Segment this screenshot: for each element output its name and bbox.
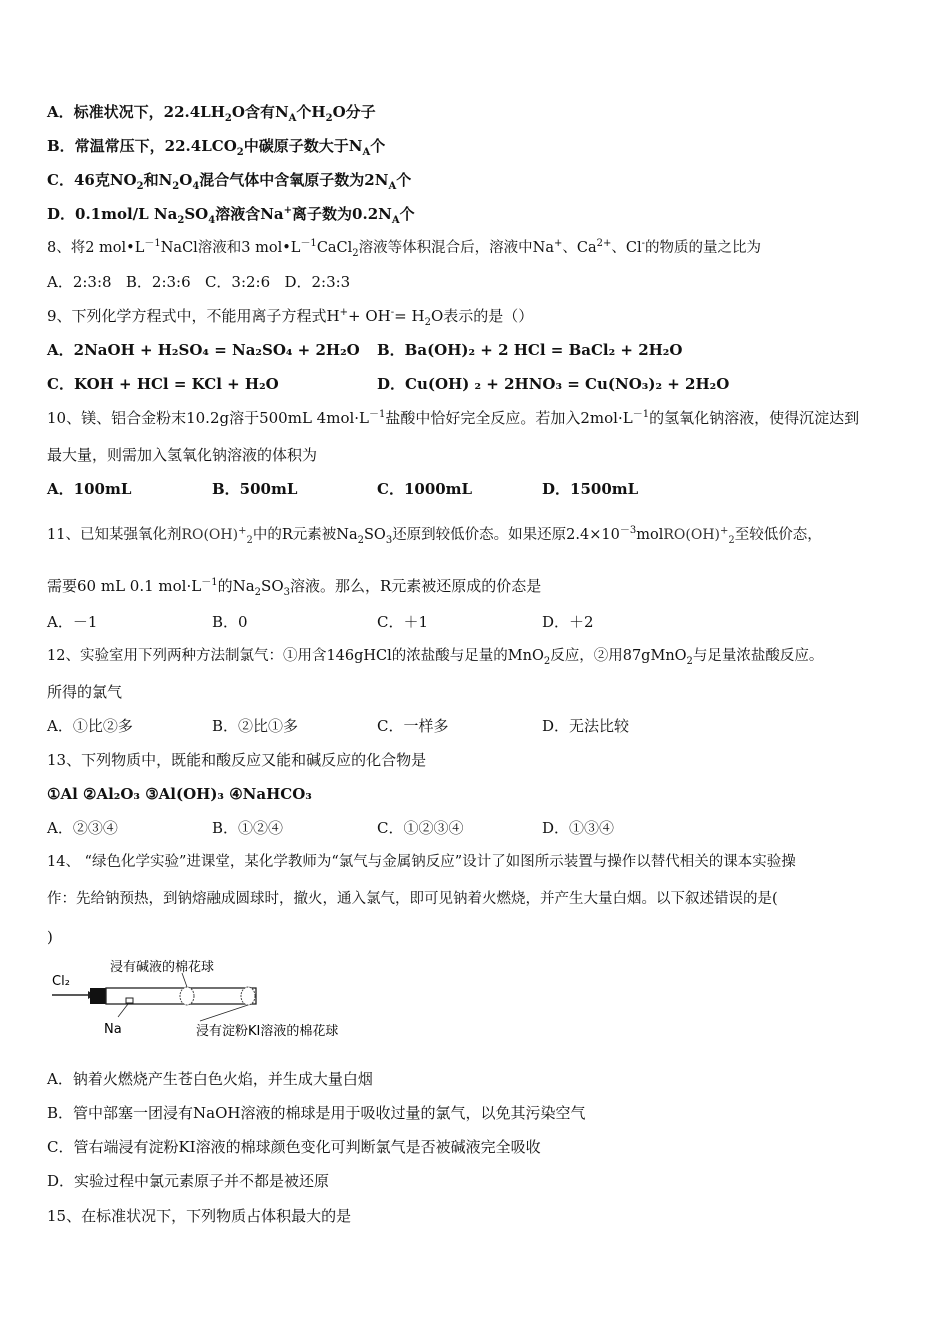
q13-option-a: A．②③④ <box>47 819 118 837</box>
sub: 2 <box>172 181 180 192</box>
sup: －1 <box>369 409 386 420</box>
sub: 2 <box>352 247 359 259</box>
sub: A <box>391 215 400 226</box>
sub: 2 <box>177 215 185 226</box>
text: 混合气体中含氧原子数为2N <box>199 171 389 189</box>
text: SO <box>184 205 209 223</box>
text: 、Ca <box>562 240 597 256</box>
text: C．46克NO <box>47 171 137 189</box>
sub: 2 <box>236 147 244 158</box>
text: RO(OH) <box>181 527 239 543</box>
sub: 2 <box>325 113 333 124</box>
text: 的Na <box>217 577 255 595</box>
text: 反应，②用87gMnO <box>550 648 687 664</box>
q14-option-d: D．实验过程中氯元素原子并不都是被还原 <box>47 1172 330 1190</box>
sup: －1 <box>201 577 218 588</box>
q7-option-c <box>47 170 411 190</box>
text: 12、实验室用下列两种方法制氯气：①用含146gHCl的浓盐酸与足量的MnO <box>47 648 544 664</box>
sub: A <box>388 181 397 192</box>
text: 盐酸中恰好完全反应。若加入2mol·L <box>385 409 633 427</box>
sodium <box>126 998 133 1003</box>
sub: A <box>362 147 371 158</box>
sub: 2 <box>224 113 232 124</box>
leader-top <box>182 973 187 987</box>
q9-stem <box>47 306 533 326</box>
text: 9、下列化学方程式中，不能用离子方程式H <box>47 307 340 325</box>
q7-option-b <box>47 136 385 156</box>
sup: + <box>283 205 293 216</box>
sub: 2 <box>254 587 262 598</box>
q7-option-a <box>47 102 376 122</box>
text: mol <box>636 527 664 543</box>
q9-option-c: C．KOH + HCl = KCl + H₂O <box>47 375 279 393</box>
text: O表示的是（） <box>430 307 534 325</box>
text: 还原到较低价态。如果还原2.4×10 <box>392 527 620 543</box>
text: 、Cl <box>611 240 642 256</box>
sup: 2+ <box>596 238 612 250</box>
q14-stem-line3: ) <box>47 928 53 946</box>
formula <box>181 525 253 546</box>
text: 需要60 mL 0.1 mol·L <box>47 577 202 595</box>
q12-stem <box>47 646 823 666</box>
q13-stem: 13、下列物质中，既能和酸反应又能和碱反应的化合物是 <box>47 751 427 769</box>
q7-option-d <box>47 204 415 224</box>
sub: 2 <box>136 181 144 192</box>
q14-stem-line1: 14、 “绿色化学实验”进课堂，某化学教师为“氯气与金属钠反应”设计了如图所示装置与操作以替代相关的课本实验操 <box>47 854 796 870</box>
sub: 3 <box>283 587 290 598</box>
sub: 4 <box>208 215 216 226</box>
text: A．2:3:8 B．2:3:6 C．3:2:6 D．2:3:3 <box>47 273 351 291</box>
sub: 2 <box>424 317 431 328</box>
text: RO(OH) <box>663 527 720 543</box>
q13-option-c: C．①②③④ <box>377 819 464 837</box>
q15-stem: 15、在标准状况下，下列物质占体积最大的是 <box>47 1207 352 1225</box>
text: 的氢氧化钠溶液，使得沉淀达到 <box>649 409 860 427</box>
sup: －3 <box>619 525 637 537</box>
sub: 2 <box>357 534 364 546</box>
text: SO <box>261 577 284 595</box>
text: = H <box>394 307 425 325</box>
q12-option-d: D．无法比较 <box>542 717 630 735</box>
sup: －1 <box>144 238 161 250</box>
sub: 3 <box>385 534 393 546</box>
q11-option-d: D．＋2 <box>542 613 594 631</box>
sub: A <box>288 113 297 124</box>
text: 个 <box>370 137 386 155</box>
text: 离子数为0.2N <box>292 205 392 223</box>
text: B．常温常压下，22.4LCO <box>47 137 237 155</box>
text: + OH <box>348 307 391 325</box>
q14-stem-line2: 作：先给钠预热，到钠熔融成圆球时，撤火，通入氯气，即可见钠着火燃烧，并产生大量白烟。以下叙述错误的是( <box>47 891 778 907</box>
q9-option-d: D．Cu(OH) ₂ + 2HNO₃ = Cu(NO₃)₂ + 2H₂O <box>377 375 730 393</box>
q14-option-a: A．钠着火燃烧产生苍白色火焰，并生成大量白烟 <box>47 1070 373 1088</box>
sub: 2 <box>728 534 735 546</box>
text: 的物质的量之比为 <box>645 240 762 256</box>
stopper <box>90 988 106 1004</box>
text: 溶液含Na <box>215 205 284 223</box>
q13-option-d: D．①③④ <box>542 819 615 837</box>
cotton-ball-1 <box>180 987 194 1005</box>
text: 溶液。那么，R元素被还原成的价态是 <box>290 577 542 595</box>
sub: 2 <box>686 655 693 667</box>
q8-options <box>47 272 350 292</box>
q11-stem-line2 <box>47 576 541 596</box>
q10-stem <box>47 408 859 428</box>
formula <box>663 525 735 546</box>
q9-option-a: A．2NaOH + H₂SO₄ = Na₂SO₄ + 2H₂O <box>47 341 360 359</box>
sup: + <box>720 525 729 537</box>
q10-option-b: B．500mL <box>212 480 298 498</box>
leader-na <box>118 1004 128 1017</box>
text: 中的R元素被Na <box>252 527 358 543</box>
text: 11、已知某强氧化剂 <box>47 527 182 543</box>
q12-option-c: C．一样多 <box>377 717 449 735</box>
label-top: 浸有碱液的棉花球 <box>110 960 215 975</box>
q8-stem <box>47 238 761 258</box>
apparatus-figure <box>50 955 390 1045</box>
q14-option-c: C．管右端浸有淀粉KI溶液的棉球颜色变化可判断氯气是否被碱液完全吸收 <box>47 1138 541 1156</box>
sub: 2 <box>543 655 551 667</box>
cotton-ball-2 <box>241 987 255 1005</box>
sub: 4 <box>192 181 200 192</box>
sup: + <box>339 307 349 318</box>
text: NaCl溶液和3 mol•L <box>160 240 301 256</box>
text: 溶液等体积混合后，溶液中Na <box>358 240 555 256</box>
q10-stem-line2: 最大量，则需加入氢氧化钠溶液的体积为 <box>47 446 318 464</box>
sup: - <box>390 307 395 318</box>
text: 8、将2 mol•L <box>47 240 145 256</box>
q11-option-c: C．＋1 <box>377 613 429 631</box>
q10-option-d: D．1500mL <box>542 480 639 498</box>
text: 个H <box>296 103 326 121</box>
q11-option-b: B．0 <box>212 613 248 631</box>
text: 与足量浓盐酸反应。 <box>692 648 824 664</box>
text: O分子 <box>332 103 376 121</box>
label-na: Na <box>104 1022 122 1037</box>
text: 10、镁、铝合金粉末10.2g溶于500mL 4mol·L <box>47 409 369 427</box>
text: 个 <box>396 171 412 189</box>
text: SO <box>363 527 386 543</box>
q14-option-b: B．管中部塞一团浸有NaOH溶液的棉球是用于吸收过量的氯气，以免其污染空气 <box>47 1104 586 1122</box>
q12-option-a: A．①比②多 <box>47 717 133 735</box>
q9-option-b: B．Ba(OH)₂ + 2 HCl = BaCl₂ + 2H₂O <box>377 341 683 359</box>
text: A．标准状况下，22.4LH <box>47 103 225 121</box>
q10-option-c: C．1000mL <box>377 480 473 498</box>
text: 和N <box>143 171 173 189</box>
leader-bottom <box>200 1005 248 1021</box>
text: 中碳原子数大于N <box>243 137 363 155</box>
cl2-label: Cl₂ <box>52 974 70 989</box>
text: CaCl <box>316 240 353 256</box>
sup: + <box>554 238 563 250</box>
text: 至较低价态， <box>734 527 822 543</box>
text: D．0.1mol/L Na <box>47 205 178 223</box>
label-bottom: 浸有淀粉KI溶液的棉花球 <box>196 1024 339 1039</box>
sub: 2 <box>246 534 253 546</box>
q13-items: ①Al ②Al₂O₃ ③Al(OH)₃ ④NaHCO₃ <box>47 785 312 803</box>
sup: －1 <box>632 409 650 420</box>
q11-option-a: A．－1 <box>47 613 98 631</box>
text: O <box>179 171 193 189</box>
q13-option-b: B．①②④ <box>212 819 284 837</box>
q10-option-a: A．100mL <box>47 480 132 498</box>
text: O含有N <box>231 103 289 121</box>
q12-option-b: B．②比①多 <box>212 717 299 735</box>
q12-stem-line2: 所得的氯气 <box>47 683 123 701</box>
q11-stem <box>47 525 822 545</box>
sup: －1 <box>300 238 317 250</box>
text: 个 <box>399 205 415 223</box>
sup: + <box>238 525 247 537</box>
sup: - <box>641 238 646 250</box>
